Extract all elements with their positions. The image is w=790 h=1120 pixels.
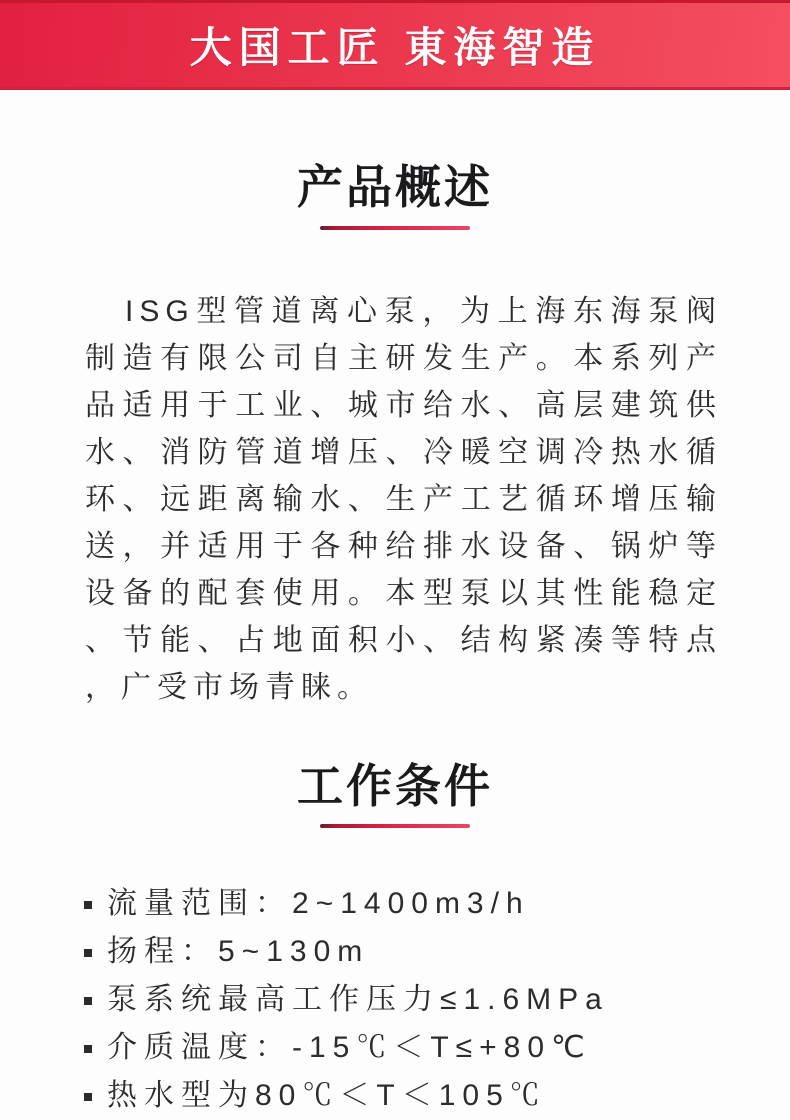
header-banner (0, 0, 790, 90)
bullet-icon (84, 1093, 92, 1101)
overview-paragraph: ISG型管道离心泵，为上海东海泵阀制造有限公司自主研发生产。本系列产品适用于工业、城市给水、高层建筑供水、消防管道增压、冷暖空调冷热水循环、远距离输水、生产工艺循环增压输送，并适用于各种给排水设备、锅炉等设备的配套使用。本型泵以其性能稳定、节能、占地面积小、结构紧凑等特点，广受市场青睐。 (85, 294, 722, 704)
bullet-icon (84, 1045, 92, 1053)
condition-item-max-pressure (84, 976, 750, 1024)
overview-heading: 产品概述 (297, 161, 493, 213)
condition-item-label: 热水型为80℃＜T＜105℃ (107, 1079, 547, 1113)
bullet-icon (84, 949, 92, 957)
condition-item-label: 介质温度：-15℃＜T≤+80℃ (107, 1031, 592, 1065)
bullet-icon (84, 997, 92, 1005)
bullet-icon (84, 901, 92, 909)
condition-item-label: 流量范围：2~1400m3/h (107, 887, 530, 921)
heading-underline (320, 226, 470, 230)
conditions-list (84, 880, 750, 1120)
heading-underline (320, 824, 470, 828)
condition-item-label: 泵系统最高工作压力≤1.6MPa (107, 983, 609, 1017)
condition-item-flow-range (84, 880, 750, 928)
condition-item-label: 扬程：5~130m (107, 935, 370, 969)
conditions-heading: 工作条件 (297, 759, 493, 812)
banner-title: 大国工匠 東海智造 (189, 24, 601, 71)
section-working-conditions (0, 761, 790, 1120)
condition-item-head (84, 928, 750, 976)
condition-item-medium-temperature (84, 1024, 750, 1072)
section-overview (0, 162, 790, 711)
condition-item-hot-water-type (84, 1072, 750, 1120)
